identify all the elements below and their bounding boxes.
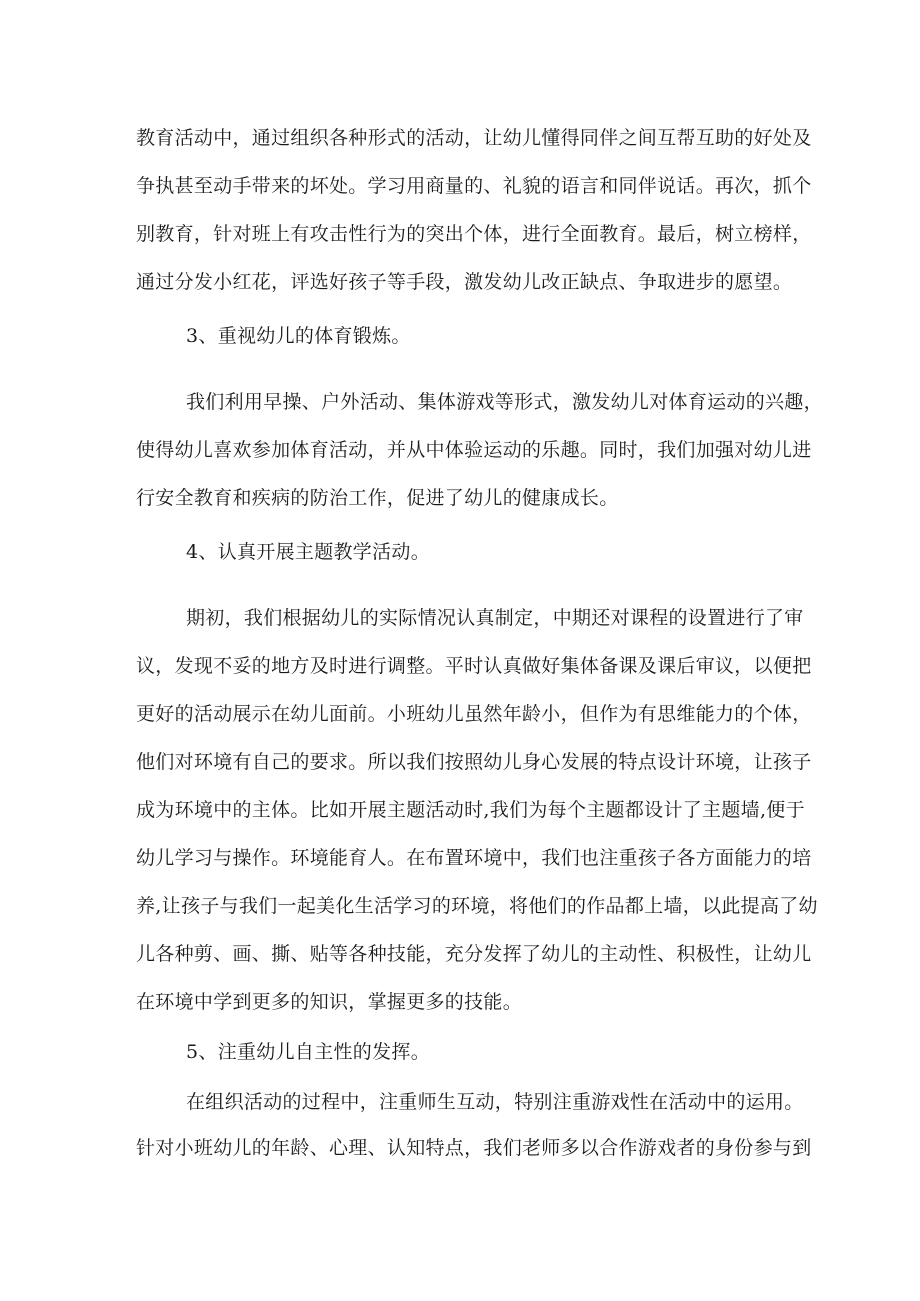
- text-line: 针对小班幼儿的年龄、心理、认知特点，我们老师多以合作游戏者的身份参与到: [136, 1137, 812, 1159]
- text-line: 养,让孩子与我们一起美化生活学习的环境，将他们的作品都上墙，以此提高了幼: [136, 895, 818, 917]
- text-line: 他们对环境有自己的要求。所以我们按照幼儿身心发展的特点设计环境，让孩子: [136, 751, 812, 773]
- text-line: 儿各种剪、画、撕、贴等各种技能，充分发挥了幼儿的主动性、积极性，让幼儿: [136, 943, 812, 965]
- text-line: 在组织活动的过程中，注重师生互动，特别注重游戏性在活动中的运用。: [186, 1091, 804, 1113]
- text-line: 成为环境中的主体。比如开展主题活动时,我们为每个主题都设计了主题墙,便于: [136, 799, 805, 821]
- section-heading: 5、注重幼儿自主性的发挥。: [186, 1041, 430, 1063]
- text-line: 更好的活动展示在幼儿面前。小班幼儿虽然年龄小，但作为有思维能力的个体，: [136, 703, 812, 725]
- text-line: 别教育，针对班上有攻击性行为的突出个体，进行全面教育。最后，树立榜样，: [136, 223, 812, 245]
- text-line: 教育活动中，通过组织各种形式的活动，让幼儿懂得同伴之间互帮互助的好处及: [136, 127, 812, 149]
- text-line: 幼儿学习与操作。环境能育人。在布置环境中，我们也注重孩子各方面能力的培: [136, 847, 812, 869]
- text-line: 议，发现不妥的地方及时进行调整。平时认真做好集体备课及课后审议，以便把: [136, 655, 812, 677]
- text-line: 行安全教育和疾病的防治工作，促进了幼儿的健康成长。: [136, 487, 619, 509]
- section-heading: 3、重视幼儿的体育锻炼。: [186, 325, 411, 347]
- text-line: 争执甚至动手带来的坏处。学习用商量的、礼貌的语言和同伴说话。再次，抓个: [136, 175, 812, 197]
- text-line: 在环境中学到更多的知识，掌握更多的技能。: [136, 991, 523, 1013]
- text-line: 通过分发小红花，评选好孩子等手段，激发幼儿改正缺点、争取进步的愿望。: [136, 271, 793, 293]
- text-line: 我们利用早操、户外活动、集体游戏等形式，激发幼儿对体育运动的兴趣，: [186, 391, 823, 413]
- section-heading: 4、认真开展主题教学活动。: [186, 541, 430, 563]
- text-line: 期初，我们根据幼儿的实际情况认真制定，中期还对课程的设置进行了审: [186, 607, 804, 629]
- text-line: 使得幼儿喜欢参加体育活动，并从中体验运动的乐趣。同时，我们加强对幼儿进: [136, 439, 812, 461]
